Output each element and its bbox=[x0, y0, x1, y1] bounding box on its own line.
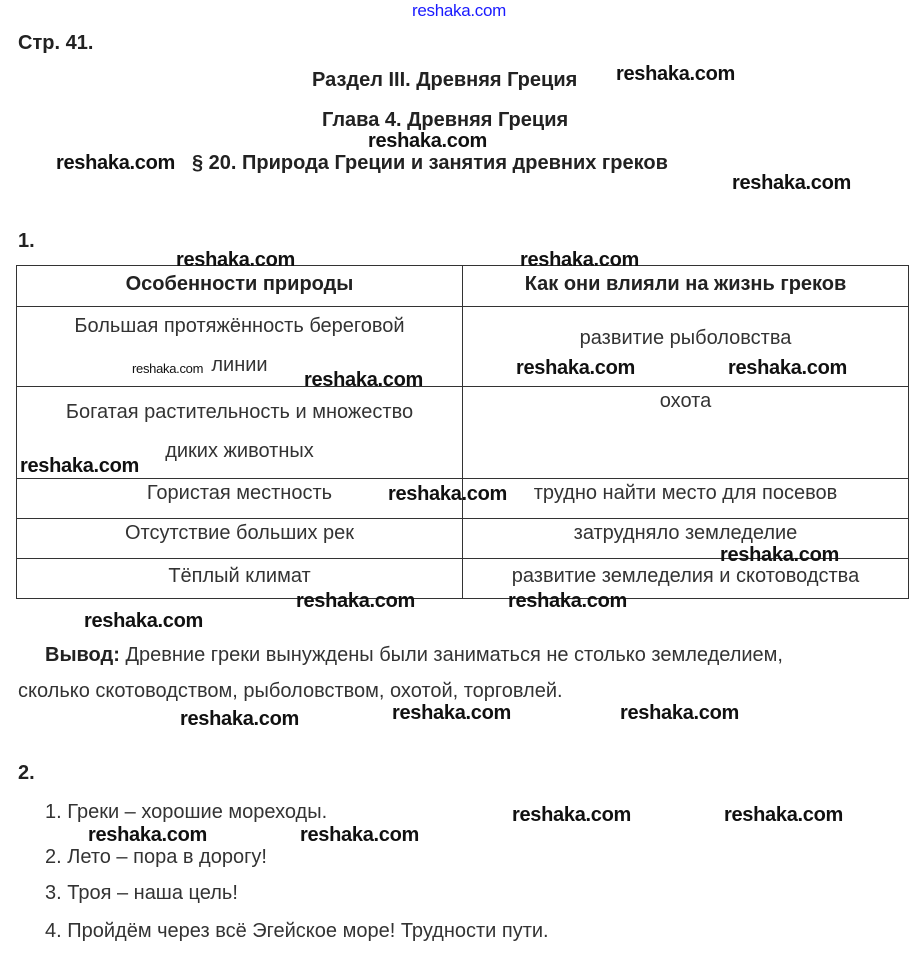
conclusion-label: Вывод: bbox=[45, 644, 120, 666]
watermark: reshaka.com bbox=[520, 249, 639, 271]
table-header-row bbox=[17, 266, 909, 307]
watermark: reshaka.com bbox=[516, 357, 635, 379]
list-item: 2. Лето – пора в дорогу! bbox=[45, 846, 267, 868]
effect-cell: развитие рыболовства bbox=[463, 307, 909, 387]
watermark: reshaka.com bbox=[720, 544, 839, 566]
watermark: reshaka.com bbox=[392, 702, 511, 724]
watermark: reshaka.com bbox=[84, 610, 203, 632]
watermark: reshaka.com bbox=[176, 249, 295, 271]
feature-line: Гористая местность bbox=[146, 482, 333, 504]
column-header-features: Особенности природы bbox=[17, 266, 463, 307]
column-header-effects: Как они влияли на жизнь греков bbox=[463, 266, 909, 307]
watermark: reshaka.com bbox=[368, 130, 487, 152]
effect-cell: затрудняло земледелие bbox=[463, 519, 909, 559]
watermark: reshaka.com bbox=[88, 824, 207, 846]
watermark: reshaka.com bbox=[56, 152, 175, 174]
watermark: reshaka.com bbox=[620, 702, 739, 724]
paragraph-title: § 20. Природа Греции и занятия древних греков bbox=[192, 152, 668, 174]
conclusion-text: Древние греки вынуждены были заниматься не столько земледелием, bbox=[125, 644, 783, 666]
feature-line: Большая протяжённость береговой bbox=[74, 315, 405, 337]
section-title: Раздел III. Древняя Греция bbox=[312, 69, 578, 91]
conclusion-line-2: сколько скотоводством, рыболовством, охотой, торговлей. bbox=[18, 680, 563, 702]
watermark: reshaka.com bbox=[304, 369, 423, 391]
feature-line: Отсутствие больших рек bbox=[124, 522, 355, 544]
effect-cell: трудно найти место для посевов bbox=[463, 479, 909, 519]
task-1-number: 1. bbox=[18, 230, 35, 252]
watermark: reshaka.com bbox=[508, 590, 627, 612]
watermark: reshaka.com bbox=[180, 708, 299, 730]
watermark: reshaka.com bbox=[132, 361, 204, 376]
conclusion-line-1 bbox=[45, 645, 783, 665]
watermark: reshaka.com bbox=[388, 483, 507, 505]
list-item: 1. Греки – хорошие мореходы. bbox=[45, 801, 328, 823]
watermark: reshaka.com bbox=[616, 63, 735, 85]
watermark: reshaka.com bbox=[728, 357, 847, 379]
feature-line: Тёплый климат bbox=[168, 565, 311, 587]
watermark: reshaka.com bbox=[296, 590, 415, 612]
watermark: reshaka.com bbox=[512, 804, 631, 826]
effect-cell: охота bbox=[463, 387, 909, 479]
watermark: reshaka.com bbox=[300, 824, 419, 846]
watermark: reshaka.com bbox=[20, 455, 139, 477]
watermark: reshaka.com bbox=[732, 172, 851, 194]
list-item: 3. Троя – наша цель! bbox=[45, 882, 238, 904]
effect-cell: развитие земледелия и скотоводства bbox=[463, 559, 909, 599]
watermark: reshaka.com bbox=[412, 1, 507, 20]
feature-line: линии bbox=[211, 354, 268, 376]
page-number: Стр. 41. bbox=[18, 32, 94, 54]
list-item: 4. Пройдём через всё Эгейское море! Трудности пути. bbox=[45, 920, 549, 942]
task-2-number: 2. bbox=[18, 762, 35, 784]
feature-line: Богатая растительность и множество bbox=[65, 401, 414, 423]
watermark: reshaka.com bbox=[724, 804, 843, 826]
feature-line: диких животных bbox=[165, 440, 314, 462]
chapter-title: Глава 4. Древняя Греция bbox=[322, 109, 569, 131]
table-row bbox=[17, 387, 909, 479]
